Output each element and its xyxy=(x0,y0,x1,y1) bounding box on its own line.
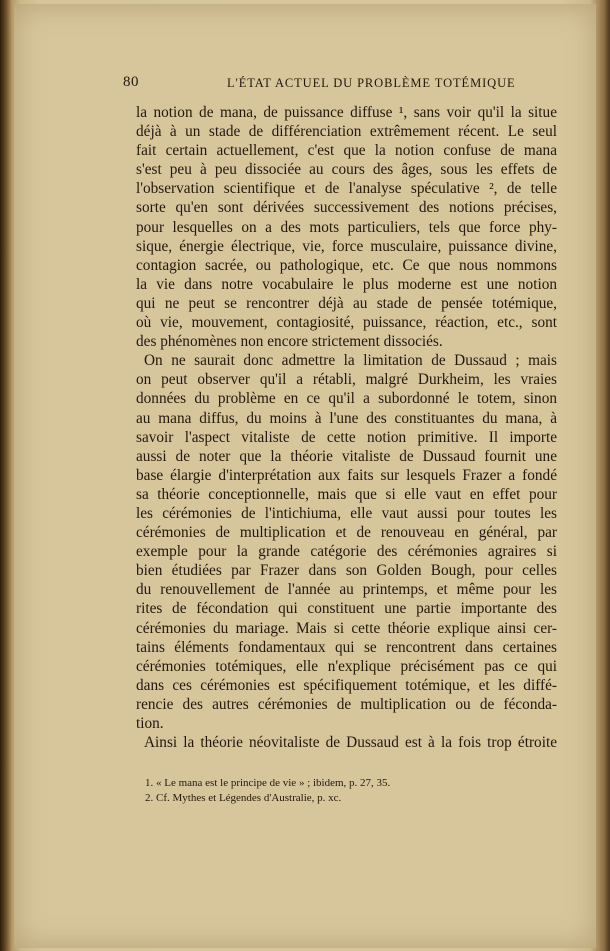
text-line: contagion sacrée, ou pathologique, etc. Ce que nous nommons xyxy=(136,256,557,274)
text-line: au mana diffus, du moins à l'une des constituantes du mana, à xyxy=(136,409,557,427)
text-line: du renouvellement de l'année au printemps, et même pour les xyxy=(136,581,557,599)
text-line: pour lesquelles on a des mots particuliers, tels que force phy- xyxy=(136,218,557,236)
text-line: savoir l'aspect vitaliste de cette notion primitive. Il importe xyxy=(136,428,557,446)
text-line: la vie dans notre vocabulaire le plus moderne est une notion xyxy=(136,275,557,293)
text-line: où vie, mouvement, contagiosité, puissance, réaction, etc., sont xyxy=(136,314,557,332)
text-line: la notion de mana, de puissance diffuse ¹, sans voir qu'il la situe xyxy=(136,104,557,121)
text-line: tains éléments fondamentaux qui se rencontrent dans certaines xyxy=(136,638,557,656)
text-line: qui ne peut se rencontrer déjà au stade de pensée totémique, xyxy=(136,294,557,312)
text-line: cérémonies du mariage. Mais si cette théorie explique ainsi cer- xyxy=(136,619,557,637)
text-line: On ne saurait donc admettre la limitation de Dussaud ; mais xyxy=(144,352,557,370)
text-line: on peut observer qu'il a rétabli, malgré Durkheim, les vraies xyxy=(136,371,557,389)
text-line: rencie des autres cérémonies de multiplication ou de féconda- xyxy=(136,695,557,713)
text-line: Ainsi la théorie néovitaliste de Dussaud est à la fois trop étroite xyxy=(144,734,557,752)
text-line: cérémonies totémiques, elle n'explique précisément pas ce qui xyxy=(136,657,557,675)
footnotes xyxy=(145,776,545,806)
text-line: exemple pour la grande catégorie des cérémonies agraires si xyxy=(136,543,557,561)
text-line: sa théorie conceptionnelle, mais que si elle vaut en effet pour xyxy=(136,485,557,503)
text-line: s'est peu à peu dissociée au cours des âges, sous les effets de xyxy=(136,161,557,179)
text-line: l'observation scientifique et de l'analyse spéculative ², de telle xyxy=(136,180,557,198)
text-line: sorte qu'en sont dérivées successivement des notions précises, xyxy=(136,199,557,217)
text-line: déjà à un stade de différenciation extrêmement récent. Le seul xyxy=(136,123,557,141)
page-number: 80 xyxy=(123,74,139,90)
text-line: rites de fécondation qui constituent une partie importante des xyxy=(136,600,557,618)
footnote: 2. Cf. Mythes et Légendes d'Australie, p. xc. xyxy=(145,792,342,804)
text-line: sique, énergie électrique, vie, force musculaire, puissance divine, xyxy=(136,237,557,255)
text-line: les cérémonies de l'intichiuma, elle vaut aussi pour toutes les xyxy=(136,504,557,522)
page-header xyxy=(123,74,563,94)
text-line: cérémonies de multiplication et de renouveau en général, par xyxy=(136,524,557,542)
running-title: L'ÉTAT ACTUEL DU PROBLÈME TOTÉMIQUE xyxy=(227,76,516,90)
text-line: dans ces cérémonies est spécifiquement totémique, et les diffé- xyxy=(136,676,557,694)
text-line: bien étudiées par Frazer dans son Golden Bough, pour celles xyxy=(136,562,557,580)
text-line: aussi de noter que la théorie vitaliste de Dussaud fournit une xyxy=(136,447,557,465)
footnote: 1. « Le mana est le principe de vie » ; ibidem, p. 27, 35. xyxy=(145,777,391,789)
text-line: base élargie d'interprétation aux faits sur lesquels Frazer a fondé xyxy=(136,466,557,484)
body-text xyxy=(136,103,557,752)
text-line: fait certain actuellement, c'est que la notion confuse de mana xyxy=(136,142,557,160)
text-line: données du problème en ce qu'il a subordonné le totem, sinon xyxy=(136,390,557,408)
text-line: tion. xyxy=(136,715,164,732)
text-line: des phénomènes non encore strictement dissociés. xyxy=(136,333,443,351)
